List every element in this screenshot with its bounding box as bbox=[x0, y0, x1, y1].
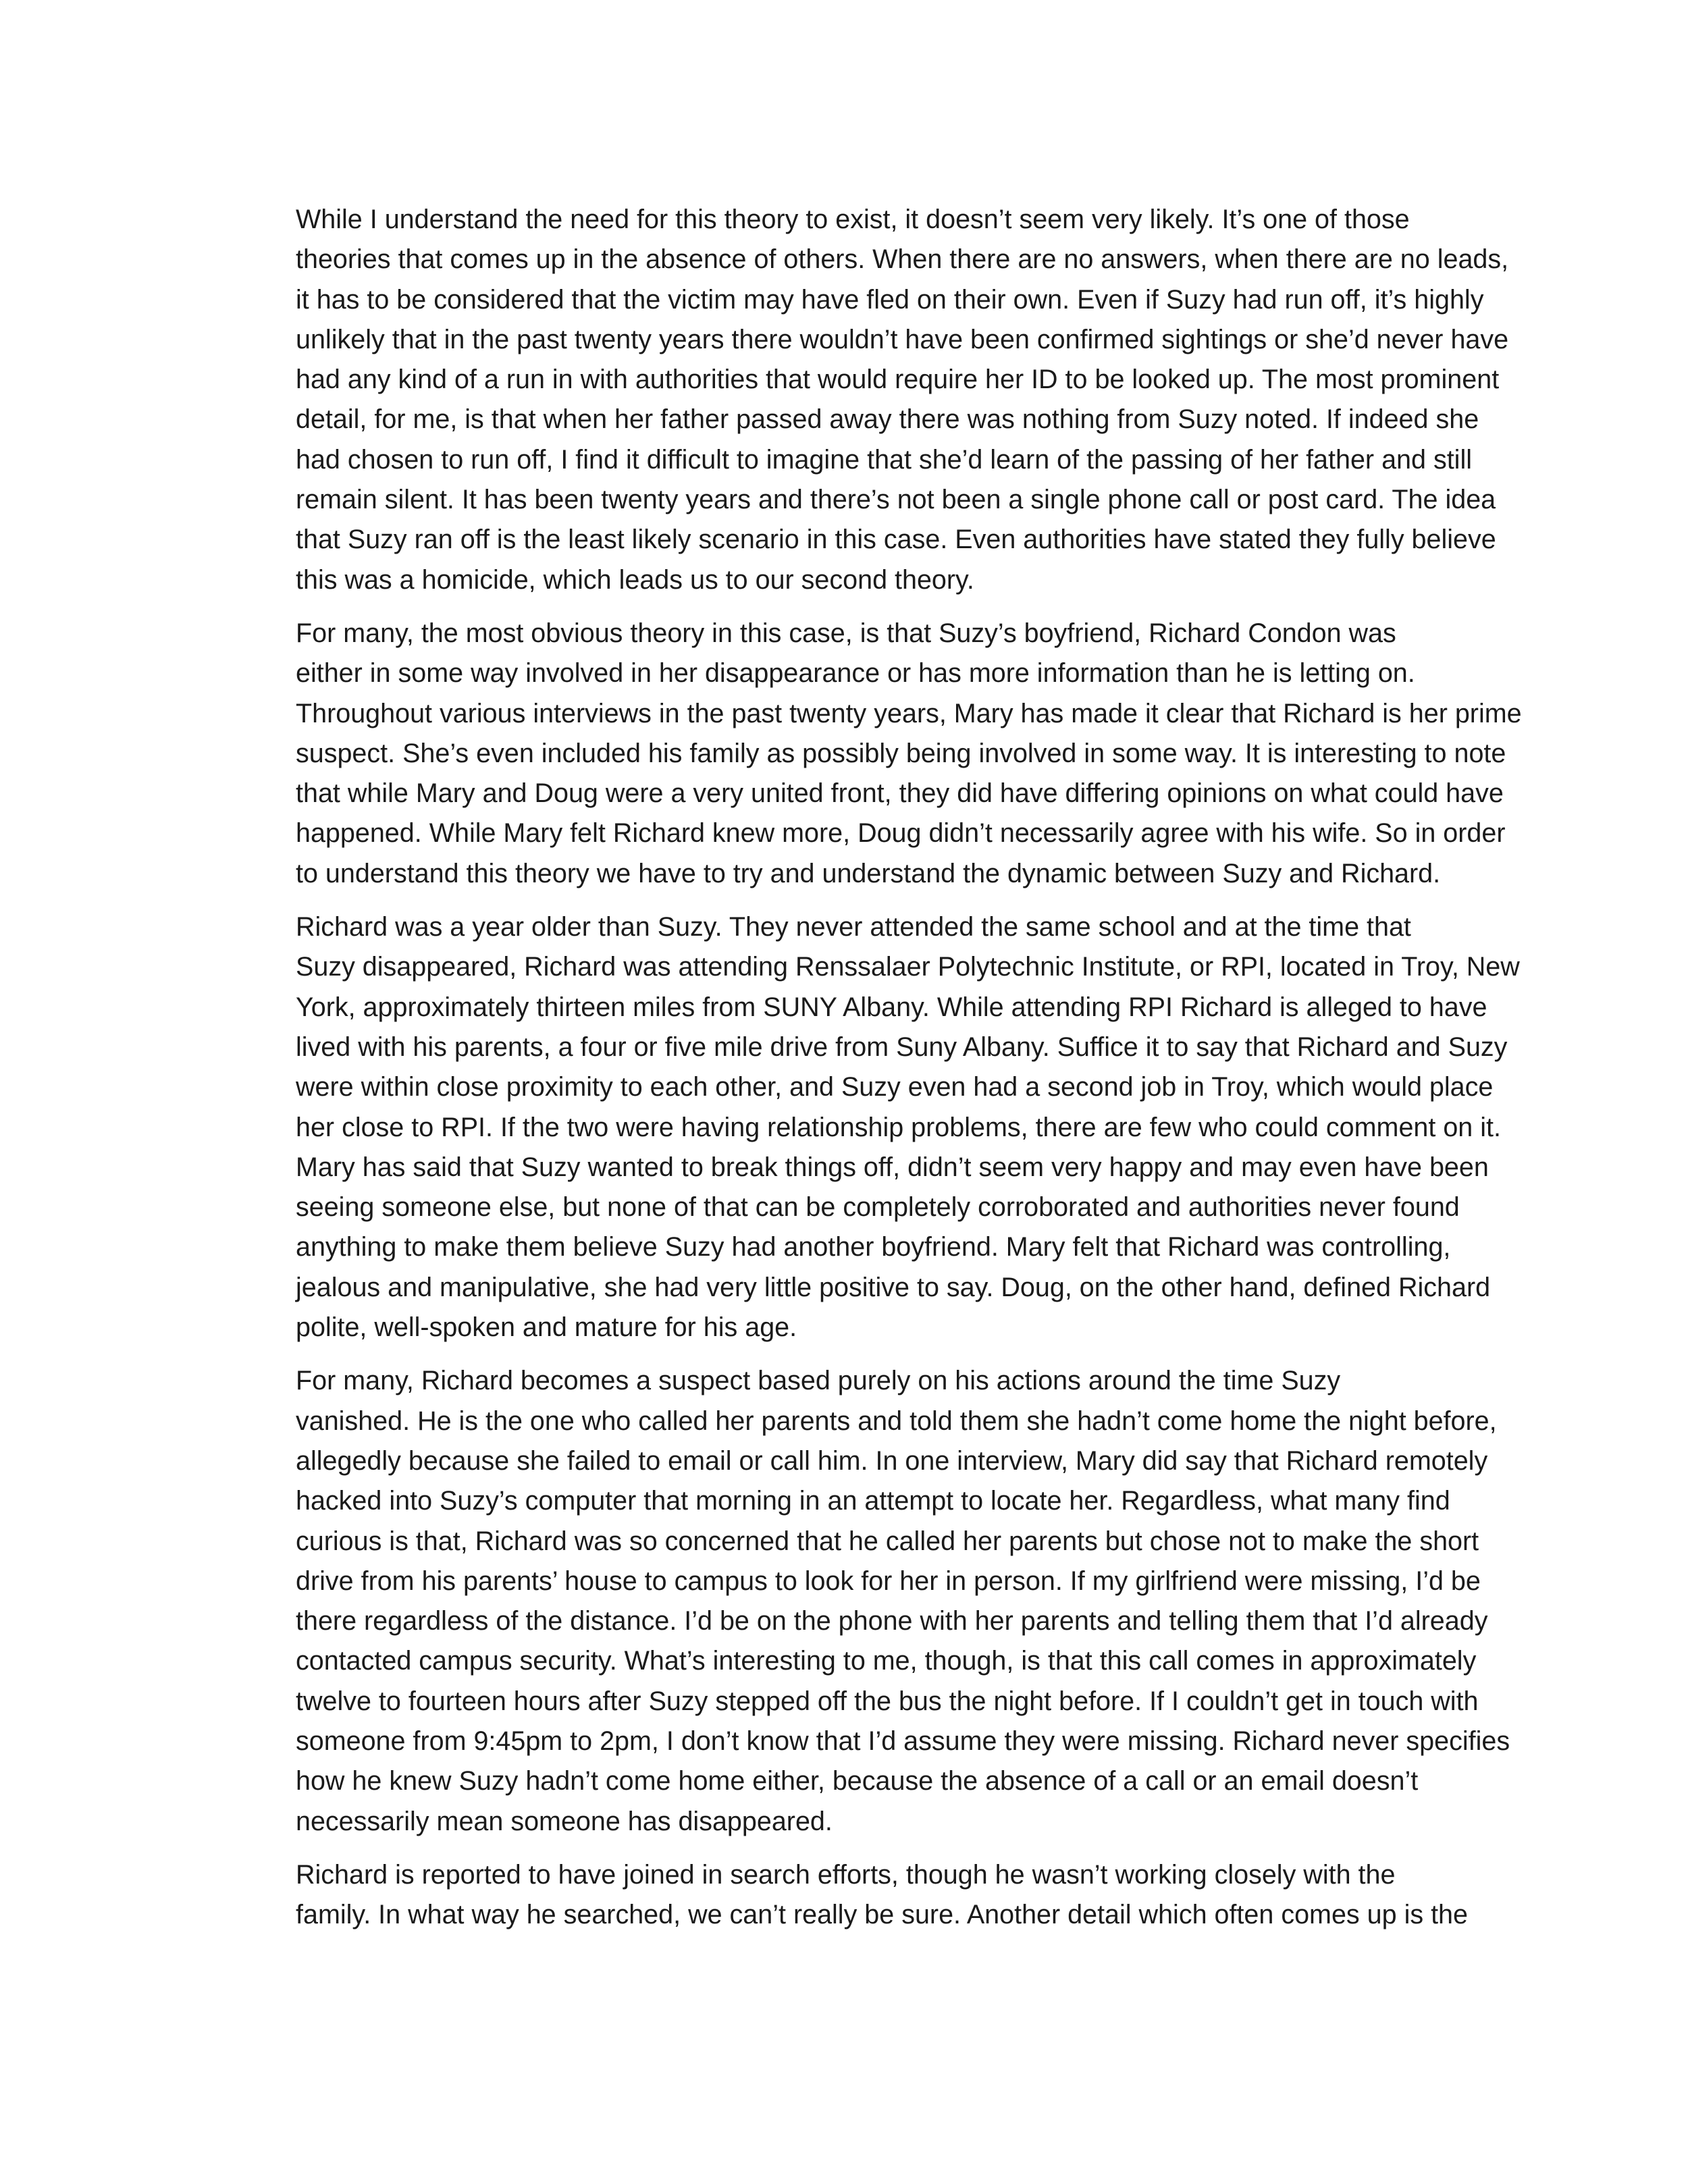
text-line: were within close proximity to each other, and Suzy even had a second job in Troy, which would place bbox=[296, 1072, 1494, 1102]
text-line: it has to be considered that the victim may have fled on their own. Even if Suzy had run off, it’s highly bbox=[296, 284, 1484, 315]
text-line: there regardless of the distance. I’d be on the phone with her parents and telling them that I’d already bbox=[296, 1606, 1488, 1636]
text-line: For many, Richard becomes a suspect based purely on his actions around the time Suzy bbox=[296, 1366, 1341, 1396]
text-line: Mary has said that Suzy wanted to break things off, didn’t seem very happy and may even have been bbox=[296, 1152, 1489, 1182]
text-line: had chosen to run off, I find it difficult to imagine that she’d learn of the passing of her father and still bbox=[296, 444, 1472, 475]
text-line: family. In what way he searched, we can’t really be sure. Another detail which often comes up is the bbox=[296, 1900, 1468, 1930]
paragraph-relationship-background bbox=[196, 907, 1520, 1348]
text-line: Richard was a year older than Suzy. They never attended the same school and at the time that bbox=[296, 912, 1411, 942]
text-line: York, approximately thirteen miles from SUNY Albany. While attending RPI Richard is alleged to have bbox=[296, 992, 1487, 1022]
text-line: detail, for me, is that when her father passed away there was nothing from Suzy noted. If indeed she bbox=[296, 404, 1479, 435]
text-line: happened. While Mary felt Richard knew more, Doug didn’t necessarily agree with his wife. So in order bbox=[296, 818, 1506, 849]
text-line: how he knew Suzy hadn’t come home either, because the absence of a call or an email doesn’t bbox=[296, 1766, 1419, 1796]
paragraph-search-efforts bbox=[196, 1855, 1492, 1936]
text-line: drive from his parents’ house to campus to look for her in person. If my girlfriend were missing, I’d be bbox=[296, 1566, 1481, 1596]
text-line: polite, well-spoken and mature for his age. bbox=[296, 1312, 797, 1343]
paragraph-suspect-actions bbox=[196, 1361, 1510, 1842]
text-line: allegedly because she failed to email or call him. In one interview, Mary did say that Richard remotely bbox=[296, 1445, 1488, 1476]
text-line: that Suzy ran off is the least likely scenario in this case. Even authorities have stated they fully believe bbox=[296, 525, 1496, 555]
text-line: Throughout various interviews in the past twenty years, Mary has made it clear that Richard is her prime bbox=[296, 698, 1522, 728]
text-line: contacted campus security. What’s interesting to me, though, is that this call comes in approximately bbox=[296, 1646, 1477, 1676]
body-text bbox=[196, 200, 1522, 1948]
text-line: jealous and manipulative, she had very little positive to say. Doug, on the other hand, defined Richard bbox=[296, 1272, 1491, 1302]
text-line: Richard is reported to have joined in search efforts, though he wasn’t working closely with the bbox=[296, 1859, 1396, 1890]
text-line: remain silent. It has been twenty years and there’s not been a single phone call or post card. The idea bbox=[296, 485, 1496, 515]
text-line: anything to make them believe Suzy had another boyfriend. Mary felt that Richard was controlling, bbox=[296, 1232, 1451, 1262]
paragraph-runaway-theory bbox=[196, 200, 1509, 600]
text-line: this was a homicide, which leads us to our second theory. bbox=[296, 564, 974, 595]
text-line: Suzy disappeared, Richard was attending Renssalaer Polytechnic Institute, or RPI, located in Troy, New bbox=[296, 952, 1520, 982]
text-line: to understand this theory we have to try and understand the dynamic between Suzy and Richard. bbox=[296, 858, 1441, 888]
text-line: hacked into Suzy’s computer that morning in an attempt to locate her. Regardless, what many find bbox=[296, 1486, 1450, 1516]
text-line: unlikely that in the past twenty years there wouldn’t have been confirmed sightings or she’d never have bbox=[296, 324, 1509, 354]
text-line: seeing someone else, but none of that can be completely corroborated and authorities never found bbox=[296, 1192, 1460, 1223]
text-line: lived with his parents, a four or five mile drive from Suny Albany. Suffice it to say that Richard and Suzy bbox=[296, 1032, 1508, 1062]
text-line: had any kind of a run in with authorities that would require her ID to be looked up. The most prominent bbox=[296, 365, 1500, 395]
text-line: While I understand the need for this theory to exist, it doesn’t seem very likely. It’s one of those bbox=[296, 205, 1410, 234]
text-line: someone from 9:45pm to 2pm, I don’t know that I’d assume they were missing. Richard never specifies bbox=[296, 1726, 1510, 1756]
text-line: For many, the most obvious theory in this case, is that Suzy’s boyfriend, Richard Condon was bbox=[296, 618, 1396, 648]
text-line: suspect. She’s even included his family as possibly being involved in some way. It is interesting to note bbox=[296, 738, 1506, 768]
text-line: theories that comes up in the absence of others. When there are no answers, when there are no leads, bbox=[296, 244, 1509, 275]
paragraph-boyfriend-theory bbox=[196, 614, 1522, 894]
text-line: curious is that, Richard was so concerned that he called her parents but chose not to make the short bbox=[296, 1526, 1479, 1556]
text-line: her close to RPI. If the two were having relationship problems, there are few who could comment on it. bbox=[296, 1112, 1501, 1142]
text-line: that while Mary and Doug were a very united front, they did have differing opinions on what could have bbox=[296, 778, 1504, 809]
text-line: either in some way involved in her disappearance or has more information than he is letting on. bbox=[296, 658, 1415, 689]
text-line: twelve to fourteen hours after Suzy stepped off the bus the night before. If I couldn’t get in touch with bbox=[296, 1686, 1479, 1716]
text-line: necessarily mean someone has disappeared. bbox=[296, 1806, 833, 1836]
text-line: vanished. He is the one who called her parents and told them she hadn’t come home the night before, bbox=[296, 1406, 1497, 1436]
